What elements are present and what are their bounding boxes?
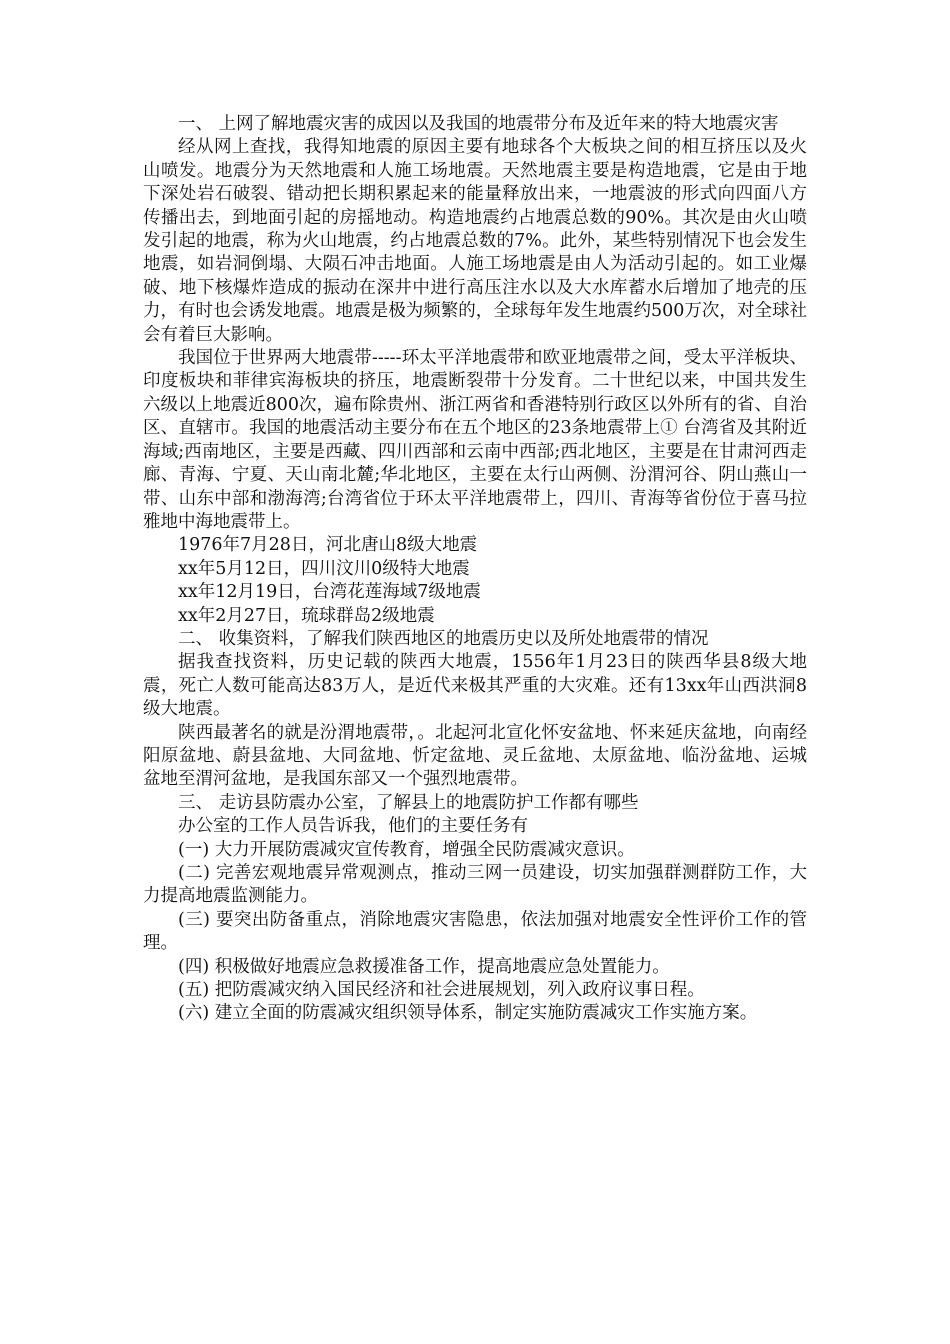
- list-item-task: (六) 建立全面的防震减灾组织领导体系，制定实施防震减灾工作实施方案。: [178, 1003, 758, 1024]
- paragraph-fenwei-belt: 陕西最著名的就是汾渭地震带，。北起河北宣化怀安盆地、怀来延庆盆地，向南经阳原盆地、蔚县盆地、大同盆地、忻定盆地、灵丘盆地、太原盆地、临汾盆地、运城盆地至渭河盆地，是我国东部又一个强烈地震带。: [143, 722, 807, 790]
- paragraph-office-intro: 办公室的工作人员告诉我，他们的主要任务有: [178, 816, 528, 837]
- document-body: [143, 113, 807, 1026]
- paragraph-earthquake-causes: 经从网上查找，我得知地震的原因主要有地球各个大板块之间的相互挤压以及火山喷发。地震分为天然地震和人施工场地震。天然地震主要是构造地震，它是由于地下深处岩石破裂、错动把长期积累起来的能量释放出来，一地震波的形式向四面八方传播出去，到地面引起的房摇地动。构造地震约占地震总数的90%。其次是由火山喷发引起的地震，称为火山地震，约占地震总数的7%。此外，某些特别情况下也会发生地震，如岩洞倒塌、大陨石冲击地面。人施工场地震是由人为活动引起的。如工业爆破、地下核爆炸造成的振动在深井中进行高压注水以及大水库蓄水后增加了地壳的压力，有时也会诱发地震。地震是极为频繁的，全球每年发生地震约500万次，对全球社会有着巨大影响。: [143, 137, 807, 345]
- section-heading-1: 一、 上网了解地震灾害的成因以及我国的地震带分布及近年来的特大地震灾害: [178, 114, 779, 134]
- list-item-earthquake-event: xx年12月19日，台湾花莲海域7级地震: [178, 582, 481, 603]
- section-heading-3: 三、 走访县防震办公室，了解县上的地震防护工作都有哪些: [178, 792, 639, 813]
- list-item-task: (一) 大力开展防震减灾宣传教育，增强全民防震减灾意识。: [178, 839, 635, 860]
- paragraph-china-seismic-belts: 我国位于世界两大地震带-----环太平洋地震带和欧亚地震带之间，受太平洋板块、印度板块和菲律宾海板块的挤压，地震断裂带十分发育。二十世纪以来，中国共发生六级以上地震近800次，遍布除贵州、浙江两省和香港特别行政区以外所有的省、自治区、直辖市。我国的地震活动主要分布在五个地区的23条地震带上① 台湾省及其附近海域;西南地区，主要是西藏、四川西部和云南中西部;西北地区，主要是在甘肃河西走廊、青海、宁夏、天山南北麓;华北地区，主要在太行山两侧、汾渭河谷、阴山燕山一带、山东中部和渤海湾;台湾省位于环太平洋地震带上，四川、青海等省份位于喜马拉雅地中海地震带上。: [143, 348, 807, 532]
- section-heading-2: 二、 收集资料，了解我们陕西地区的地震历史以及所处地震带的情况: [178, 628, 709, 649]
- list-item-task: (二) 完善宏观地震异常观测点，推动三网一员建设，切实加强群测群防工作，大力提高地震监测能力。: [143, 863, 807, 907]
- list-item-earthquake-event: xx年2月27日，琉球群岛2级地震: [178, 605, 435, 626]
- list-item-task: (五) 把防震减灾纳入国民经济和社会进展规划，列入政府议事日程。: [178, 980, 705, 1001]
- paragraph-shaanxi-history: 据我查找资料，历史记载的陕西大地震，1556年1月23日的陕西华县8级大地震，死亡人数可能高达83万人，是近代来极其严重的大灾难。还有13xx年山西洪洞8级大地震。: [143, 652, 807, 720]
- list-item-task: (三) 要突出防备重点，消除地震灾害隐患，依法加强对地震安全性评价工作的管理。: [143, 909, 807, 954]
- list-item-earthquake-event: 1976年7月28日，河北唐山8级大地震: [178, 535, 478, 556]
- list-item-earthquake-event: xx年5月12日，四川汶川0级特大地震: [178, 558, 470, 579]
- list-item-task: (四) 积极做好地震应急救援准备工作，提高地震应急处置能力。: [178, 956, 670, 977]
